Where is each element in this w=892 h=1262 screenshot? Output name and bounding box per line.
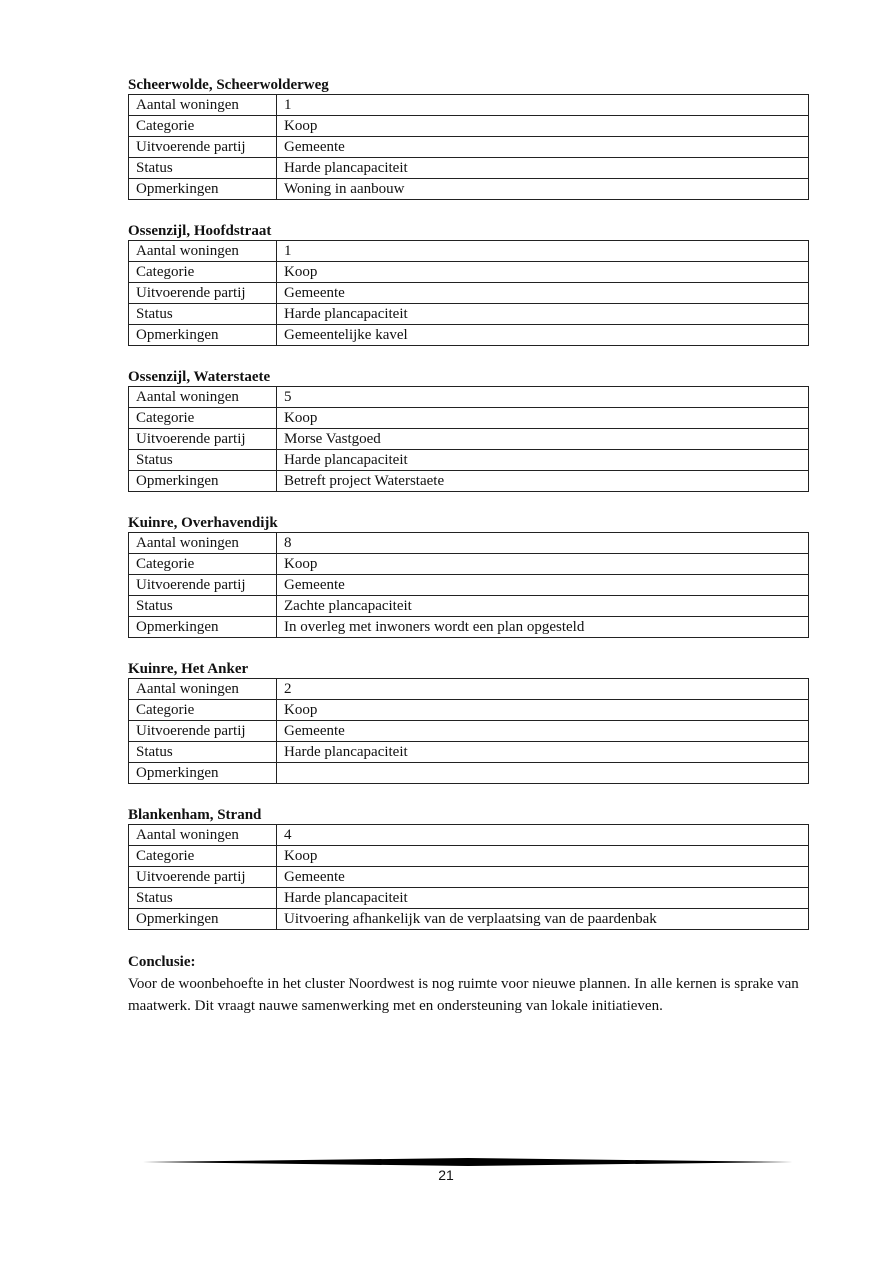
- section-scheerwolde: [128, 76, 809, 200]
- row-label: Status: [129, 888, 277, 909]
- row-value: Gemeente: [277, 575, 809, 596]
- info-table: [128, 678, 809, 784]
- row-value: Koop: [277, 262, 809, 283]
- row-label: Status: [129, 596, 277, 617]
- row-label: Aantal woningen: [129, 533, 277, 554]
- table-row: [129, 116, 809, 137]
- info-table: [128, 824, 809, 930]
- table-row: [129, 721, 809, 742]
- row-label: Opmerkingen: [129, 179, 277, 200]
- section-title: Scheerwolde, Scheerwolderweg: [128, 77, 329, 93]
- page-number: 21: [438, 1167, 454, 1183]
- row-label: Uitvoerende partij: [129, 575, 277, 596]
- table-row: [129, 554, 809, 575]
- section-title: Ossenzijl, Waterstaete: [128, 369, 271, 385]
- section-title: Ossenzijl, Hoofdstraat: [128, 223, 272, 239]
- row-label: Opmerkingen: [129, 763, 277, 784]
- row-label: Opmerkingen: [129, 909, 277, 930]
- section-title: Kuinre, Overhavendijk: [128, 515, 278, 531]
- table-row: [129, 867, 809, 888]
- row-label: Status: [129, 158, 277, 179]
- conclusion-text: Voor de woonbehoefte in het cluster Noordwest is nog ruimte voor nieuwe plannen. In alle kernen is sprake van maatwerk. Dit vraagt nauwe samenwerking met en ondersteuning van lokale initiatieven.: [128, 976, 799, 1014]
- row-label: Opmerkingen: [129, 471, 277, 492]
- row-value: 2: [277, 679, 809, 700]
- row-label: Categorie: [129, 116, 277, 137]
- row-value: Woning in aanbouw: [277, 179, 809, 200]
- row-label: Aantal woningen: [129, 95, 277, 116]
- row-value: Gemeentelijke kavel: [277, 325, 809, 346]
- table-row: [129, 325, 809, 346]
- info-table: [128, 240, 809, 346]
- row-label: Aantal woningen: [129, 679, 277, 700]
- table-row: [129, 617, 809, 638]
- table-row: [129, 137, 809, 158]
- row-label: Status: [129, 304, 277, 325]
- row-value: Betreft project Waterstaete: [277, 471, 809, 492]
- row-value: Koop: [277, 846, 809, 867]
- row-label: Uitvoerende partij: [129, 867, 277, 888]
- row-value: Harde plancapaciteit: [277, 450, 809, 471]
- row-value: Koop: [277, 554, 809, 575]
- row-value: Zachte plancapaciteit: [277, 596, 809, 617]
- row-label: Categorie: [129, 554, 277, 575]
- info-table: [128, 386, 809, 492]
- row-label: Status: [129, 742, 277, 763]
- row-value: 8: [277, 533, 809, 554]
- row-label: Aantal woningen: [129, 387, 277, 408]
- info-table: [128, 532, 809, 638]
- row-value: Gemeente: [277, 137, 809, 158]
- table-row: [129, 387, 809, 408]
- section-ossenzijl-hoofdstraat: [128, 222, 809, 346]
- conclusion: [128, 951, 818, 1017]
- row-value: Koop: [277, 408, 809, 429]
- row-label: Uitvoerende partij: [129, 721, 277, 742]
- table-row: [129, 283, 809, 304]
- row-value: Koop: [277, 116, 809, 137]
- row-value: Gemeente: [277, 721, 809, 742]
- section-blankenham-strand: [128, 806, 809, 930]
- row-value: 1: [277, 95, 809, 116]
- section-ossenzijl-waterstaete: [128, 368, 809, 492]
- row-value: [277, 763, 809, 784]
- row-label: Categorie: [129, 700, 277, 721]
- table-row: [129, 408, 809, 429]
- table-row: [129, 909, 809, 930]
- table-row: [129, 700, 809, 721]
- row-value: 1: [277, 241, 809, 262]
- table-row: [129, 179, 809, 200]
- row-label: Uitvoerende partij: [129, 283, 277, 304]
- table-row: [129, 596, 809, 617]
- table-row: [129, 533, 809, 554]
- row-value: 4: [277, 825, 809, 846]
- row-label: Categorie: [129, 408, 277, 429]
- row-label: Status: [129, 450, 277, 471]
- table-row: [129, 95, 809, 116]
- table-row: [129, 742, 809, 763]
- row-value: Gemeente: [277, 867, 809, 888]
- table-row: [129, 888, 809, 909]
- table-row: [129, 825, 809, 846]
- row-value: 5: [277, 387, 809, 408]
- info-table: [128, 94, 809, 200]
- table-row: [129, 429, 809, 450]
- row-value: Morse Vastgoed: [277, 429, 809, 450]
- table-row: [129, 158, 809, 179]
- table-row: [129, 262, 809, 283]
- table-row: [129, 241, 809, 262]
- row-label: Categorie: [129, 846, 277, 867]
- row-label: Aantal woningen: [129, 241, 277, 262]
- row-value: Harde plancapaciteit: [277, 888, 809, 909]
- table-row: [129, 450, 809, 471]
- section-title: Kuinre, Het Anker: [128, 661, 249, 677]
- row-value: In overleg met inwoners wordt een plan opgesteld: [277, 617, 809, 638]
- section-kuinre-overhavendijk: [128, 514, 809, 638]
- table-row: [129, 471, 809, 492]
- row-value: Uitvoering afhankelijk van de verplaatsing van de paardenbak: [277, 909, 809, 930]
- section-kuinre-het-anker: [128, 660, 809, 784]
- table-row: [129, 846, 809, 867]
- conclusion-title: Conclusie:: [128, 954, 196, 970]
- table-row: [129, 679, 809, 700]
- row-value: Koop: [277, 700, 809, 721]
- row-value: Harde plancapaciteit: [277, 742, 809, 763]
- row-label: Opmerkingen: [129, 617, 277, 638]
- row-label: Uitvoerende partij: [129, 429, 277, 450]
- row-label: Opmerkingen: [129, 325, 277, 346]
- section-title: Blankenham, Strand: [128, 807, 262, 823]
- row-value: Harde plancapaciteit: [277, 158, 809, 179]
- table-row: [129, 575, 809, 596]
- row-label: Uitvoerende partij: [129, 137, 277, 158]
- row-value: Harde plancapaciteit: [277, 304, 809, 325]
- table-row: [129, 763, 809, 784]
- row-label: Categorie: [129, 262, 277, 283]
- row-label: Aantal woningen: [129, 825, 277, 846]
- footer-divider: [143, 1157, 793, 1167]
- row-value: Gemeente: [277, 283, 809, 304]
- table-row: [129, 304, 809, 325]
